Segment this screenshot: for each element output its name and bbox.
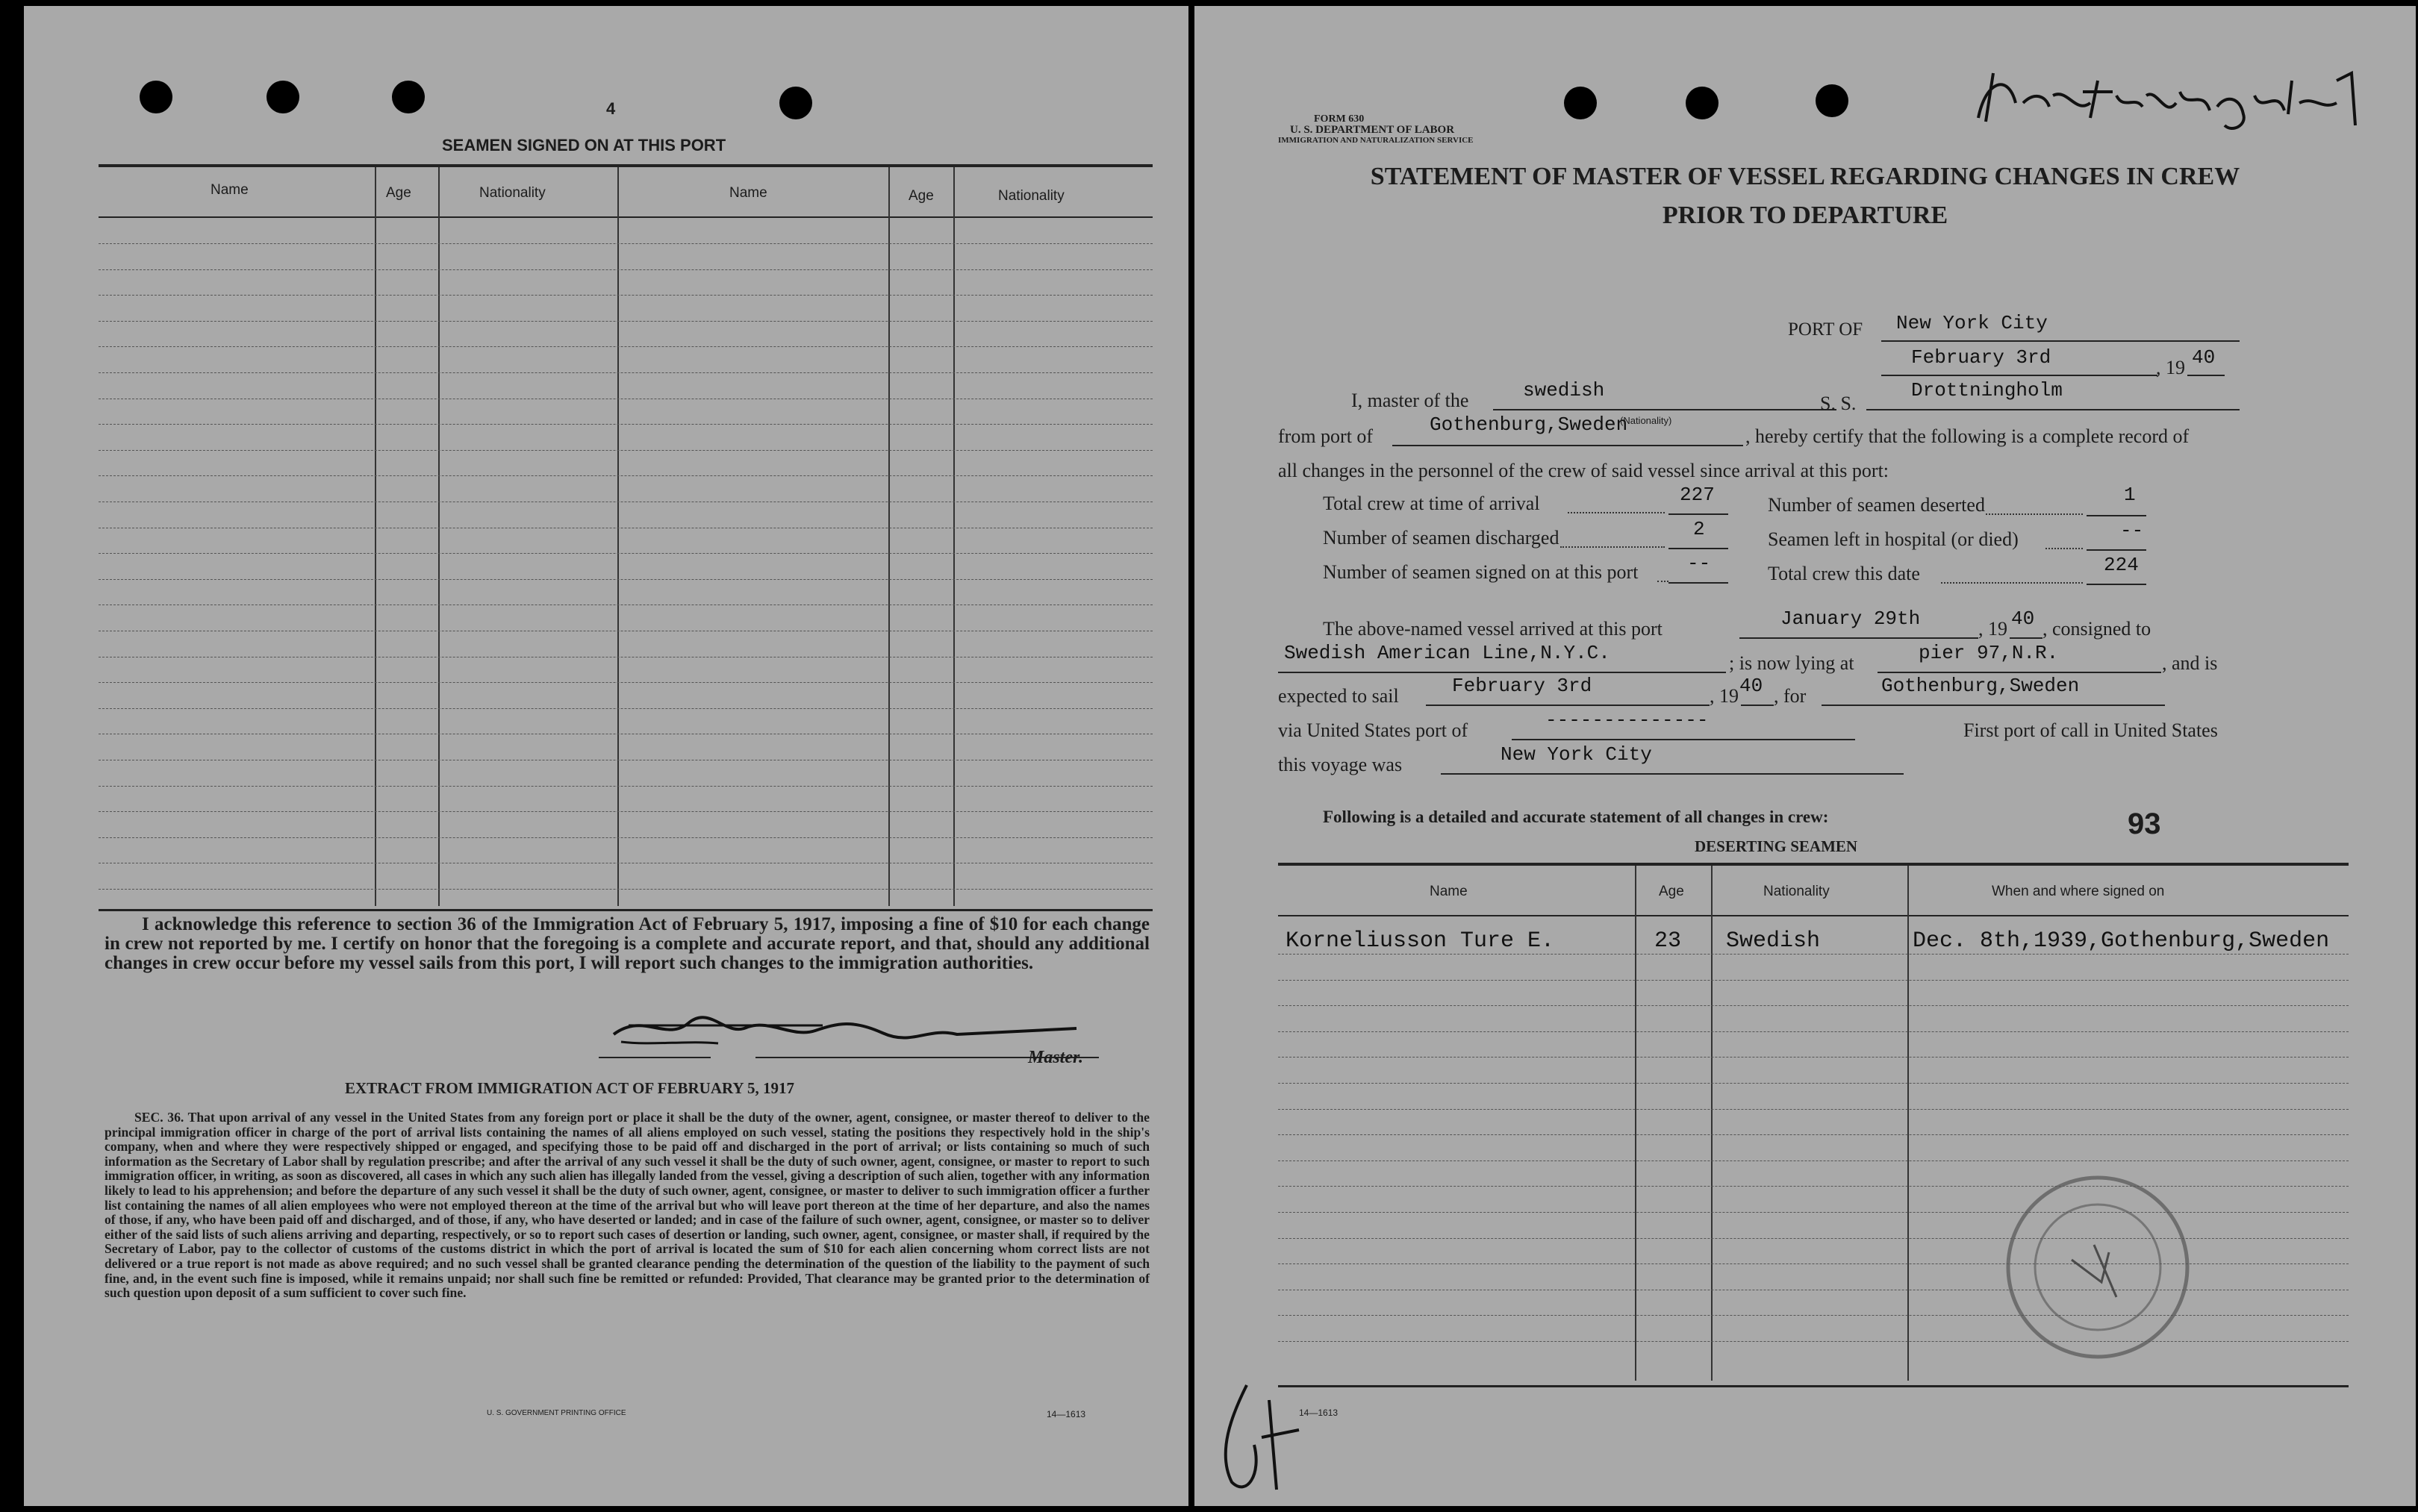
all-changes-text: all changes in the personnel of the crew of said vessel since arrival at this port: (1278, 460, 1889, 481)
right-page (1194, 6, 2416, 1506)
deserting-header-name: Name (1430, 884, 1468, 899)
dot-leader (1657, 581, 1668, 582)
stat-total-arrival-label: Total crew at time of arrival (1323, 493, 1540, 514)
form-title-line2: PRIOR TO DEPARTURE (1662, 202, 1948, 229)
master-of-label: I, master of the (1351, 390, 1469, 411)
port-label: PORT OF (1788, 319, 1863, 340)
expected-year: 40 (1739, 675, 1763, 697)
stamped-number: 93 (2128, 807, 2161, 840)
stat-total-arrival-value: 227 (1680, 484, 1715, 506)
row-rule (1278, 1083, 2349, 1084)
col-header-age-2: Age (909, 188, 934, 204)
certify-text: , hereby certify that the following is a complete record of (1745, 425, 2190, 447)
nationality-caption: (Nationality) (1620, 415, 1672, 426)
and-is-label: , and is (2162, 652, 2218, 674)
arrived-year: 40 (2011, 607, 2035, 630)
vessel-line (1866, 409, 2240, 410)
from-port-line (1392, 445, 1743, 446)
punch-hole (392, 81, 425, 113)
left-page (24, 6, 1188, 1506)
row-rule (99, 372, 1153, 373)
stat-discharged-value: 2 (1693, 518, 1705, 540)
extract-title: EXTRACT FROM IMMIGRATION ACT OF FEBRUARY 5, 1917 (345, 1079, 795, 1097)
row-rule (99, 295, 1153, 296)
row-rule (99, 708, 1153, 709)
via-line (1512, 739, 1855, 740)
for-line (1822, 705, 2165, 706)
year-line (1741, 705, 1774, 706)
form-code: 14—1613 (1299, 1408, 1339, 1418)
column-rule (617, 167, 619, 906)
column-rule (1907, 866, 1909, 1381)
immigration-stamp (1997, 1170, 2199, 1364)
row-rule (1278, 1134, 2349, 1135)
dot-leader (2045, 548, 2083, 549)
row-rule (99, 321, 1153, 322)
section-title: SEAMEN SIGNED ON AT THIS PORT (442, 136, 726, 154)
row-rule (99, 786, 1153, 787)
via-label: via United States port of (1278, 719, 1468, 741)
row-rule (99, 811, 1153, 812)
handwritten-vessel-name (1963, 51, 2381, 140)
voyage-label: this voyage was (1278, 754, 1403, 775)
column-rule (1711, 866, 1713, 1381)
printing-office: U. S. GOVERNMENT PRINTING OFFICE (487, 1409, 626, 1417)
signature-line (599, 1057, 711, 1058)
punch-hole (1686, 87, 1719, 119)
row-rule (99, 450, 1153, 451)
for-value: Gothenburg,Sweden (1881, 675, 2080, 697)
column-rule (438, 167, 440, 906)
expected-label: expected to sail (1278, 685, 1399, 707)
col-header-name-2: Name (729, 185, 767, 201)
master-signature (599, 1005, 1091, 1057)
row-rule (1278, 1057, 2349, 1058)
row-rule (1278, 954, 2349, 955)
date-line (1881, 375, 2157, 376)
arrived-year-prefix: , 19 (1978, 618, 2007, 640)
vessel-value: Drottningholm (1911, 379, 2063, 402)
form-code: 14—1613 (1047, 1409, 1086, 1419)
row-rule (99, 682, 1153, 683)
row-rule (99, 346, 1153, 347)
consignee-value: Swedish American Line,N.Y.C. (1284, 642, 1610, 664)
date-value: February 3rd (1911, 346, 2051, 369)
expected-line (1426, 705, 1710, 706)
acknowledgement-text: I acknowledge this reference to section 36 of the Immigration Act of February 5, 1917, imposing a fine of $10 for each change in crew not reported by me. I certify on honor that the foregoing is a complete and accurate report, and that, should any additional changes in crew occur before my vessel sails from this port, I will report such changes to the immigration authorities. (105, 914, 1150, 973)
stat-line (2087, 584, 2146, 585)
stat-total-date-value: 224 (2104, 554, 2139, 576)
lying-value: pier 97,N.R. (1919, 642, 2059, 664)
expected-date: February 3rd (1452, 675, 1592, 697)
nationality-value: swedish (1523, 379, 1605, 402)
header-divider (99, 216, 1153, 218)
nationality-line (1493, 409, 1836, 410)
signed-on-table (99, 164, 1153, 911)
port-value: New York City (1896, 312, 2048, 334)
column-rule (953, 167, 955, 906)
punch-hole (1816, 84, 1848, 117)
stat-deserted-value: 1 (2124, 484, 2136, 506)
year-value: 40 (2192, 346, 2216, 369)
column-rule (375, 167, 376, 906)
extract-text: SEC. 36. That upon arrival of any vessel in the United States from any foreign port or place it shall be the duty of the owner, agent, consignee, or master thereof to deliver to the principal immigration officer in charge of the port of arrival lists containing the names of all aliens employed on such vessel, stating the positions they respectively hold in the ship's company, when and where they were respectively shipped or engaged, and specifying those to be paid off and discharged in the port of arrival; or lists containing so much of such information as the Secretary of Labor shall by regulation prescribe; and after the arrival of any such vessel it shall be the duty of such owner, agent, consignee, or master to report to such immigration officer, in writing, as soon as discovered, all cases in which any such alien has illegally landed from the vessel, giving a description of such alien, together with any information likely to lead to his apprehension; and before the departure of any such vessel it shall be the duty of such owner, agent, consignee, or master to deliver to such immigration officer a further list containing the names of all alien employees who were not employed thereon at the time of the arrival but who will leave port thereon at the time of her departure, and also the names of those, if any, who have been paid off and discharged, and of those, if any, who have deserted or landed; and in case of the failure of such owner, agent, consignee, or master so to deliver either of the said lists of such aliens arriving and departing, respectively, or so to report such cases of desertion or landing, such owner, agent, consignee, or master shall, if required by the Secretary of Labor, pay to the collector of customs of the customs district in which the port of arrival is located the sum of $10 for each alien concerning whom correct lists are not delivered or a true report is not made as above required; and no such vessel shall be granted clearance pending the determination of the question of the liability to the payment of such fine, and, in the event such fine is imposed, while it remains unpaid; nor shall such fine be remitted or refunded: Provided, That clearance may be granted prior to the determination of such question upon deposit of a sum sufficient to cover such fine. (105, 1110, 1150, 1301)
service: IMMIGRATION AND NATURALIZATION SERVICE (1278, 136, 1474, 145)
lying-label: ; is now lying at (1729, 652, 1854, 674)
consignee-line (1278, 672, 1726, 673)
row-rule (99, 269, 1153, 270)
row-rule (1278, 1160, 2349, 1161)
stat-line (1668, 582, 1728, 584)
handwritten-initials (1202, 1370, 1339, 1505)
stat-signed-on-label: Number of seamen signed on at this port (1323, 561, 1639, 583)
stat-line (1668, 513, 1728, 515)
from-port-value: Gothenburg,Sweden (1430, 413, 1628, 436)
dot-leader (1941, 582, 2083, 584)
col-header-nationality-2: Nationality (998, 188, 1065, 204)
stat-hospital-value: -- (2120, 519, 2144, 542)
row-rule (99, 889, 1153, 890)
deserting-title: DESERTING SEAMEN (1695, 837, 1858, 855)
deserting-header-signed-on: When and where signed on (1992, 884, 2165, 899)
year-line (2010, 637, 2042, 639)
row-rule (99, 553, 1153, 554)
page-number: 4 (606, 99, 616, 118)
stat-line (1668, 548, 1728, 549)
expected-year-prefix: , 19 (1710, 685, 1739, 707)
arrived-line (1739, 637, 1978, 639)
stat-total-date-label: Total crew this date (1768, 563, 1920, 584)
deserting-header-age: Age (1659, 884, 1684, 899)
dot-leader (1986, 513, 2083, 515)
stat-line (2087, 549, 2146, 551)
stat-hospital-label: Seamen left in hospital (or died) (1768, 528, 2019, 550)
deserter-age: 23 (1654, 928, 1682, 954)
row-rule (99, 475, 1153, 476)
year-line (2187, 375, 2225, 376)
year-prefix: , 19 (2156, 357, 2185, 378)
col-header-name: Name (211, 182, 249, 198)
col-header-nationality: Nationality (479, 185, 546, 201)
for-label: , for (1774, 685, 1807, 707)
from-port-label: from port of (1278, 425, 1374, 447)
row-rule (99, 579, 1153, 580)
deserting-header-nationality: Nationality (1763, 884, 1830, 899)
stat-discharged-label: Number of seamen discharged (1323, 527, 1559, 549)
row-rule (1278, 1005, 2349, 1006)
punch-hole (267, 81, 299, 113)
row-rule (99, 837, 1153, 838)
department: U. S. DEPARTMENT OF LABOR (1290, 124, 1455, 136)
ss-label: S. S. (1820, 393, 1857, 414)
arrived-date: January 29th (1780, 607, 1921, 630)
row-rule (1278, 1109, 2349, 1110)
following-text: Following is a detailed and accurate statement of all changes in crew: (1323, 807, 1829, 826)
dot-leader (1560, 546, 1665, 548)
via-value: -------------- (1545, 709, 1709, 731)
consigned-label: , consigned to (2042, 618, 2151, 640)
header-divider (1278, 915, 2349, 916)
dot-leader (1568, 512, 1665, 513)
stat-line (2087, 515, 2146, 516)
column-rule (1635, 866, 1636, 1381)
column-rule (888, 167, 890, 906)
stat-signed-on-value: -- (1687, 552, 1711, 575)
punch-hole (1564, 87, 1597, 119)
row-rule (99, 424, 1153, 425)
voyage-line (1441, 773, 1904, 775)
stat-deserted-label: Number of seamen deserted (1768, 494, 1985, 516)
form-title-line1: STATEMENT OF MASTER OF VESSEL REGARDING CHANGES IN CREW (1370, 163, 2240, 190)
arrived-label: The above-named vessel arrived at this port (1323, 618, 1663, 640)
lying-line (1878, 672, 2161, 673)
row-rule (1278, 1031, 2349, 1032)
deserter-name: Korneliusson Ture E. (1286, 928, 1555, 954)
deserter-nationality: Swedish (1726, 928, 1821, 954)
row-rule (99, 243, 1153, 244)
master-label: Master. (1028, 1048, 1084, 1067)
punch-hole (779, 87, 812, 119)
row-rule (1278, 980, 2349, 981)
punch-hole (140, 81, 172, 113)
col-header-age: Age (386, 185, 411, 201)
voyage-value: New York City (1501, 743, 1652, 766)
first-port-label: First port of call in United States (1963, 719, 2218, 741)
form-number: FORM 630 (1314, 113, 1365, 125)
deserter-signed-on: Dec. 8th,1939,Gothenburg,Sweden (1913, 928, 2330, 954)
port-line (1881, 340, 2240, 342)
